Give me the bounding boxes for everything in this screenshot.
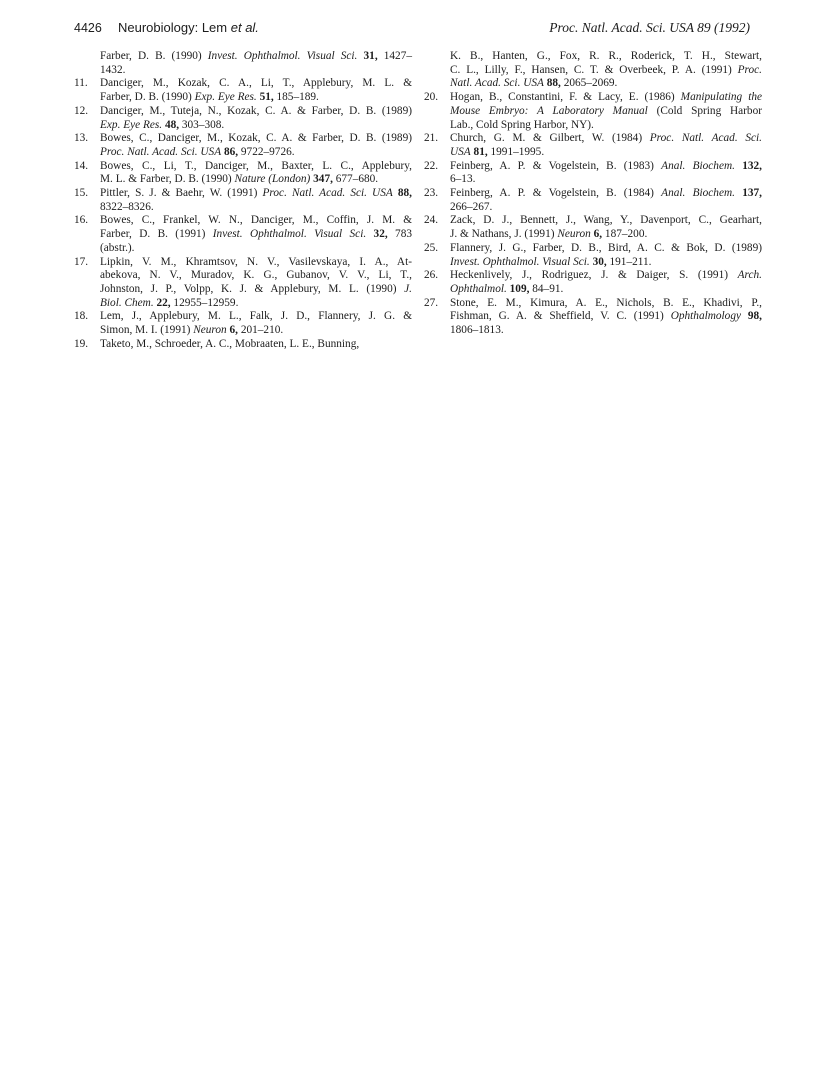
reference-entry [74, 105, 412, 132]
reference-journal-title: Nature (London) [234, 173, 311, 186]
reference-text [450, 50, 762, 91]
reference-line [100, 283, 412, 297]
reference-segment: Farber, D. B. (1990) [100, 50, 208, 62]
reference-volume: 22, [156, 296, 171, 309]
reference-text [450, 269, 762, 296]
reference-line [100, 91, 412, 105]
reference-line [100, 324, 412, 338]
reference-segment: Zack, D. J., Bennett, J., Wang, Y., Davenport, C., Gearhart, [450, 214, 762, 227]
reference-line [450, 173, 762, 187]
reference-segment: Danciger, M., Kozak, C. A., Li, T., Applebury, M. L. & [100, 77, 412, 90]
reference-number: 14. [74, 159, 89, 172]
reference-line [100, 64, 412, 78]
reference-number: 20. [424, 91, 439, 104]
reference-segment: J. & Nathans, J. (1991) [450, 228, 558, 241]
reference-segment: Flannery, J. G., Farber, D. B., Bird, A. C. & Bok, D. (1989) [450, 241, 762, 254]
reference-segment: K. B., Hanten, G., Fox, R. R., Roderick, T. H., Stewart, [450, 50, 762, 62]
reference-number: 19. [74, 337, 89, 350]
reference-number: 17. [74, 255, 89, 268]
reference-line [100, 77, 412, 91]
reference-line [450, 201, 762, 215]
running-title-etal: et al. [230, 20, 259, 35]
reference-journal-title: Neuron [193, 324, 227, 337]
reference-volume: 88, [546, 77, 561, 90]
reference-line [100, 310, 412, 324]
reference-text [450, 187, 762, 214]
reference-journal-title: Invest. Ophthalmol. Visual Sci. [207, 50, 358, 62]
reference-volume: 6, [229, 324, 238, 337]
reference-volume: 86, [223, 145, 239, 158]
reference-entry [424, 91, 762, 132]
reference-entry [74, 132, 412, 159]
reference-volume: 30, [592, 255, 607, 268]
reference-line [450, 77, 762, 91]
reference-segment: 201–210. [238, 324, 284, 337]
reference-text [100, 50, 412, 77]
page-header [74, 20, 750, 42]
reference-segment: 783 [387, 228, 412, 241]
reference-journal-title: Ophthalmol. [450, 282, 507, 295]
reference-text [100, 132, 412, 159]
reference-line [450, 256, 762, 270]
reference-segment: 1427– [377, 50, 412, 62]
reference-entry [424, 160, 762, 187]
page-number: 4426 [74, 21, 102, 35]
reference-line [100, 297, 412, 311]
reference-line [450, 324, 762, 338]
reference-entry [424, 242, 762, 269]
reference-journal-title: Invest. Ophthalmol. Visual Sci. [450, 255, 590, 268]
reference-segment [741, 310, 748, 322]
reference-journal-title: Ophthalmology [670, 310, 741, 323]
reference-segment: Bowes, C., Li, T., Danciger, M., Baxter, L. C., Applebury, [100, 159, 412, 172]
reference-number: 25. [424, 241, 439, 254]
reference-text [450, 132, 762, 159]
reference-text [100, 256, 412, 311]
reference-text [450, 91, 762, 132]
reference-line [450, 310, 762, 324]
reference-line [100, 242, 412, 256]
reference-segment: Johnston, J. P., Volpp, K. J. & Applebury, M. L. (1990) [100, 282, 405, 295]
reference-line [100, 338, 412, 352]
reference-volume: 98, [747, 310, 762, 323]
reference-line [100, 105, 412, 119]
reference-text [100, 105, 412, 132]
reference-segment: 266–267. [450, 200, 493, 213]
reference-line [100, 269, 412, 283]
reference-segment: Bowes, C., Frankel, W. N., Danciger, M., Coffin, J. M. & [100, 214, 412, 227]
reference-journal-title: Biol. Chem. [100, 296, 154, 309]
reference-journal-title: Exp. Eye Res. [194, 91, 257, 104]
reference-volume: 6, [593, 228, 603, 241]
reference-segment: 187–200. [602, 228, 648, 241]
reference-journal-title: Anal. Biochem. [661, 187, 735, 200]
reference-line [450, 119, 762, 133]
reference-number: 26. [424, 269, 439, 282]
reference-number: 27. [424, 296, 439, 309]
reference-segment: Simon, M. I. (1991) [100, 324, 194, 337]
reference-segment: 185–189. [273, 91, 319, 104]
reference-segment: 1806–1813. [450, 324, 504, 337]
reference-line [100, 160, 412, 174]
reference-journal-title: Natl. Acad. Sci. USA [450, 77, 544, 90]
reference-entry [74, 256, 412, 311]
reference-line [100, 119, 412, 133]
reference-number: 24. [424, 214, 439, 227]
reference-line [450, 50, 762, 64]
reference-segment: 84–91. [529, 282, 564, 295]
reference-segment: 303–308. [179, 118, 225, 131]
reference-segment: 6–13. [450, 173, 476, 186]
reference-volume: 88, [397, 187, 412, 200]
reference-line [100, 50, 412, 64]
reference-line [100, 146, 412, 160]
reference-line [450, 297, 762, 311]
reference-segment: Farber, D. B. (1990) [100, 91, 195, 104]
reference-segment: Lab., Cold Spring Harbor, NY). [450, 118, 594, 131]
reference-journal-title: Proc. [737, 63, 762, 76]
reference-line [450, 146, 762, 160]
reference-line [100, 201, 412, 215]
reference-entry [74, 214, 412, 255]
references-left-column [74, 50, 412, 351]
reference-entry [424, 50, 762, 91]
reference-text [450, 160, 762, 187]
reference-segment: Pittler, S. J. & Baehr, W. (1991) [100, 187, 263, 200]
reference-segment [366, 228, 373, 240]
reference-segment: abekova, N. V., Muradov, K. G., Gubanov, V. V., Li, T., [100, 269, 412, 282]
reference-number: 13. [74, 132, 89, 145]
reference-text [450, 214, 762, 241]
reference-segment: Heckenlively, J., Rodriguez, J. & Daiger, S. (1991) [450, 269, 738, 282]
reference-line [450, 160, 762, 174]
reference-journal-title: Neuron [557, 228, 591, 241]
reference-segment: (Cold Spring Harbor [647, 104, 762, 117]
reference-entry [74, 160, 412, 187]
reference-text [100, 214, 412, 255]
reference-number: 11. [74, 77, 88, 90]
reference-segment: Danciger, M., Tuteja, N., Kozak, C. A. & Farber, D. B. (1989) [100, 104, 412, 117]
reference-journal-title: Proc. Natl. Acad. Sci. [649, 132, 762, 145]
reference-segment: Lipkin, V. M., Khramtsov, N. V., Vasilevskaya, I. A., At- [100, 255, 412, 268]
reference-line [450, 269, 762, 283]
reference-number: 15. [74, 187, 89, 200]
reference-entry [74, 187, 412, 214]
reference-volume: 48, [164, 118, 180, 131]
reference-segment: Stone, E. M., Kimura, A. E., Nichols, B. E., Khadivi, P., [450, 296, 762, 309]
reference-line [450, 187, 762, 201]
reference-journal-title: Exp. Eye Res. [100, 118, 163, 131]
reference-text [450, 297, 762, 338]
reference-entry [74, 77, 412, 104]
reference-volume: 32, [373, 228, 388, 241]
reference-volume: 109, [509, 282, 530, 295]
reference-segment: Taketo, M., Schroeder, A. C., Mobraaten, L. E., Bunning, [100, 337, 360, 350]
reference-entry [424, 132, 762, 159]
reference-line [450, 91, 762, 105]
reference-segment: Fishman, G. A. & Sheffield, V. C. (1991) [450, 310, 671, 323]
reference-entry [424, 297, 762, 338]
reference-line [450, 242, 762, 256]
reference-journal-title: Arch. [737, 269, 762, 282]
reference-number: 16. [74, 214, 89, 227]
reference-text [100, 338, 412, 352]
reference-segment: (abstr.). [100, 241, 135, 254]
journal-citation: Proc. Natl. Acad. Sci. USA 89 (1992) [549, 20, 750, 35]
reference-line [450, 105, 762, 119]
reference-volume: 51, [259, 91, 274, 104]
reference-line [100, 256, 412, 270]
reference-journal-title: Proc. Natl. Acad. Sci. USA [262, 187, 393, 200]
reference-journal-title: Proc. Natl. Acad. Sci. USA [100, 145, 222, 158]
reference-entry [74, 310, 412, 337]
reference-number: 22. [424, 159, 439, 172]
reference-line [100, 173, 412, 187]
reference-journal-title: Manipulating the [680, 91, 762, 104]
reference-number: 23. [424, 187, 439, 200]
reference-line [450, 64, 762, 78]
reference-line [450, 228, 762, 242]
reference-segment: 1991–1995. [487, 145, 545, 158]
reference-text [100, 160, 412, 187]
reference-segment: Bowes, C., Danciger, M., Kozak, C. A. & Farber, D. B. (1989) [100, 132, 412, 145]
reference-line [100, 187, 412, 201]
reference-entry [424, 187, 762, 214]
reference-journal-title: J. [404, 282, 412, 295]
running-title [118, 20, 259, 35]
reference-segment: 191–211. [606, 255, 652, 268]
reference-number: 21. [424, 132, 439, 145]
reference-line [450, 132, 762, 146]
reference-segment: C. L., Lilly, F., Hansen, C. T. & Overbeek, P. A. (1991) [450, 63, 738, 76]
reference-text [100, 187, 412, 214]
reference-segment: 9722–9726. [238, 145, 295, 158]
reference-journal-title: Anal. Biochem. [661, 159, 735, 172]
reference-segment: 2065–2069. [560, 77, 618, 90]
reference-volume: 132, [742, 159, 762, 172]
reference-segment: 1432. [100, 63, 126, 76]
reference-segment: Feinberg, A. P. & Vogelstein, B. (1984) [450, 187, 662, 200]
reference-entry [74, 50, 412, 77]
reference-text [450, 242, 762, 269]
reference-line [100, 132, 412, 146]
running-title-prefix: Neurobiology: Lem [118, 20, 231, 35]
reference-number: 18. [74, 310, 89, 323]
reference-segment: Hogan, B., Constantini, F. & Lacy, E. (1986) [450, 91, 681, 104]
reference-entry [74, 338, 412, 352]
references-right-column [424, 50, 762, 338]
reference-segment: Feinberg, A. P. & Vogelstein, B. (1983) [450, 159, 662, 172]
reference-segment: Farber, D. B. (1991) [100, 228, 213, 241]
reference-journal-title: Mouse Embryo: A Laboratory Manual [450, 104, 648, 117]
reference-segment: Lem, J., Applebury, M. L., Falk, J. D., Flannery, J. G. & [100, 310, 412, 323]
reference-line [450, 283, 762, 297]
reference-text [100, 77, 412, 104]
reference-volume: 137, [742, 187, 762, 200]
reference-number: 12. [74, 104, 89, 117]
reference-journal-title: Invest. Ophthalmol. Visual Sci. [212, 228, 367, 241]
reference-volume: 347, [313, 173, 333, 186]
reference-entry [424, 269, 762, 296]
reference-volume: 31, [363, 50, 378, 62]
reference-segment: 677–680. [332, 173, 379, 186]
reference-entry [424, 214, 762, 241]
reference-line [450, 214, 762, 228]
reference-journal-title: USA [450, 145, 471, 158]
reference-segment: M. L. & Farber, D. B. (1990) [100, 173, 235, 186]
reference-segment: 8322–8326. [100, 200, 154, 213]
reference-text [100, 310, 412, 337]
reference-line [100, 214, 412, 228]
reference-segment: Church, G. M. & Gilbert, W. (1984) [450, 132, 650, 145]
reference-volume: 81, [473, 145, 488, 158]
reference-line [100, 228, 412, 242]
reference-segment: 12955–12959. [170, 296, 239, 309]
